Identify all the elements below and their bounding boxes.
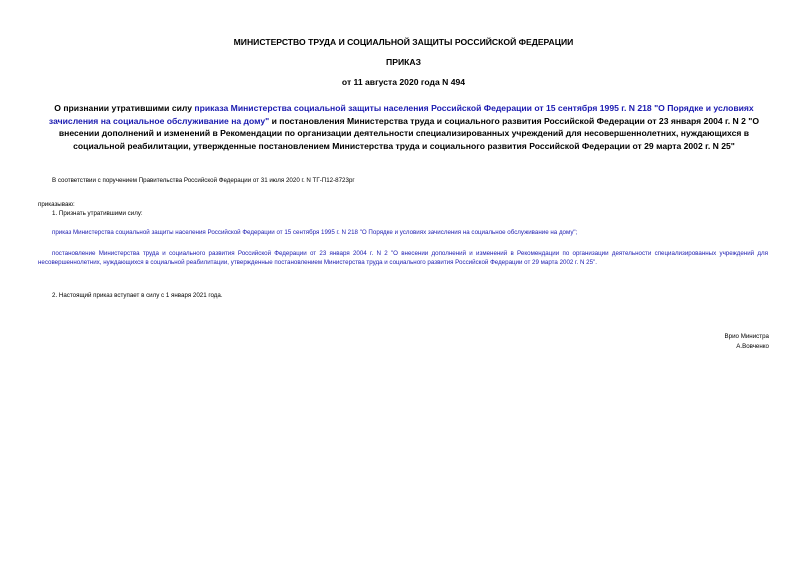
cancelled-order-link[interactable]: приказ Министерства социальной защиты населения Российской Федерации от 15 сентября 1995 г. N 218 "О Порядке и условиях зачисления на социальное обслуживание на дому"; [52, 229, 578, 236]
cancelled-resolution-link[interactable]: постановление Министерства труда и социального развития Российской Федерации от 23 января 2004 г. N 2 "О внесении дополнений и изменений в Рекомендации по организации деятельности специализированных учреждений для несовершеннолетних, нуждающихся в социальной реабилитации, утвержденные постановлением Министерства труда и социального развития Российской Федерации от 29 марта 2002 г. N 25". [38, 250, 768, 266]
document-date: от 11 августа 2020 года N 494 [341, 77, 466, 87]
item-1: 1. Признать утратившими силу: [52, 210, 143, 217]
ministry-heading: МИНИСТЕРСТВО ТРУДА И СОЦИАЛЬНОЙ ЗАЩИТЫ РОССИЙСКОЙ ФЕДЕРАЦИИ [233, 37, 574, 47]
signatory-title: Врио Министра [724, 333, 769, 340]
basis-paragraph: В соответствии с поручением Правительства Российской Федерации от 31 июля 2020 г. N ТГ-П12-8723рг [52, 177, 355, 184]
title-link-order-218[interactable]: приказа Министерства социальной защиты населения Российской Федерации от 15 сентября 1995 г. N 218 "О Порядке и условиях зачисления на социальное обслуживание на дому" [48, 103, 754, 126]
title-prefix: О признании утратившими силу [54, 103, 195, 113]
orders-line: приказываю: [38, 201, 75, 208]
title-middle: и постановления Министерства труда и социального развития Российской Федерации от 23 января 2004 г. N 2 "О внесении дополнений и изменений в Рекомендации по организации деятельности специализированных учреждений для несовершеннолетних, нуждающихся в социальной реабилитации, утвержденные постановлением Министерства труда и социального развития Российской Федерации от 29 марта 2002 г. N 25" [58, 115, 760, 151]
signatory-name: А.Вовченко [736, 343, 769, 350]
document-title [36, 102, 772, 152]
item-2: 2. Настоящий приказ вступает в силу с 1 января 2021 года. [52, 292, 223, 299]
document-type: ПРИКАЗ [386, 57, 421, 67]
